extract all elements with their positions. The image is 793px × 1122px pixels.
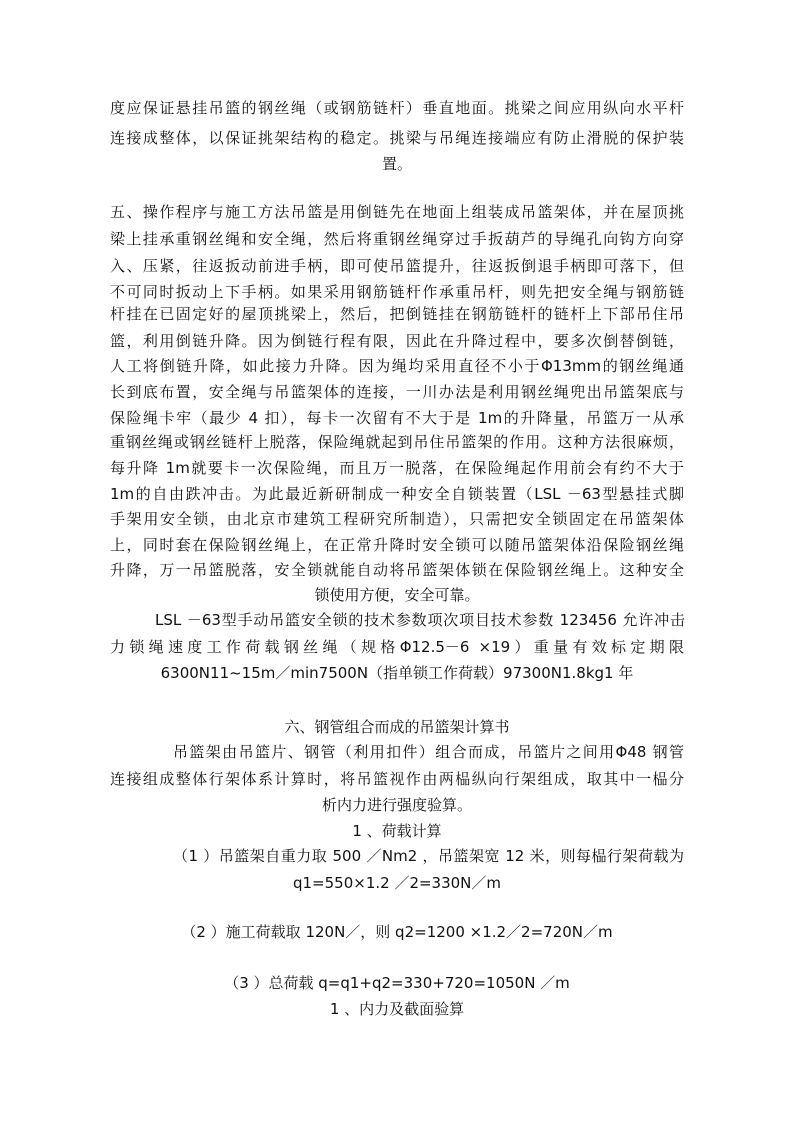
item-3-line: （3 ）总荷载 q=q1+q2=330+720=1050N ／m <box>224 974 570 992</box>
spec-table-line: LSL －63型手动吊篮安全锁的技术参数项次项目技术参数 123456 允许冲击 <box>155 611 685 629</box>
section-5-line: 1m的自由跌冲击。为此最近新研制成一种安全自锁装置（LSL －63型悬挂式脚 <box>110 485 684 503</box>
section-5-line: 上，同时套在保险钢丝绳上，在正常升降时安全锁可以随吊篮架体沿保险钢丝绳 <box>110 536 684 554</box>
paragraph-line: 连接成整体，以保证挑架结构的稳定。挑梁与吊绳连接端应有防止滑脱的保护装 <box>110 129 684 147</box>
section-5-line: 长到底布置，安全绳与吊篮架体的连接，一川办法是利用钢丝绳兜出吊篮架底与 <box>110 383 684 401</box>
section-5-line: 保险绳卡牢（最少 4 扣），每卡一次留有不大于是 1m的升降量，吊篮万一从承 <box>110 409 684 427</box>
item-1-line: q1=550×1.2 ／2=330N／m <box>292 874 502 892</box>
section-5-line: 每升降 1m就要卡一次保险绳，而且万一脱落，在保险绳起作用前会有约不大于 <box>110 459 684 477</box>
section-5-line: 手架用安全锁，由北京市建筑工程研究所制造），只需把安全锁固定在吊篮架体 <box>110 510 684 528</box>
spec-table-line: 力锁绳速度工作荷载钢丝绳（规格Φ12.5－6 ×19）重量有效标定期限 <box>110 638 684 656</box>
section-6-intro-line: 析内力进行强度验算。 <box>321 796 472 814</box>
section-5-line: 锁使用方便，安全可靠。 <box>314 586 480 604</box>
paragraph-line: 度应保证悬挂吊篮的钢丝绳（或钢筋链杆）垂直地面。挑梁之间应用纵向水平杆 <box>110 99 684 117</box>
paragraph-line: 置。 <box>381 155 412 173</box>
section-5-line: 五、操作程序与施工方法吊篮是用倒链先在地面上组装成吊篮架体，并在屋顶挑 <box>110 203 684 221</box>
subsection-title: 1 、荷载计算 <box>352 822 442 840</box>
subsection-title: 1 、内力及截面验算 <box>329 1000 465 1018</box>
section-5-line: 不可同时扳动上下手柄。如果采用钢筋链杆作承重吊杆，则先把安全绳与钢筋链 <box>110 283 684 301</box>
spec-table-line: 6300N11~15m／min7500N（指单锁工作荷载）97300N1.8kg1 年 <box>160 664 634 682</box>
section-5-line: 篮，利用倒链升降。因为倒链行程有限，因此在升降过程中，要多次倒替倒链， <box>110 332 684 350</box>
section-5-line: 梁上挂承重钢丝绳和安全绳，然后将重钢丝绳穿过手扳葫芦的导绳孔向钩方向穿 <box>110 230 684 248</box>
section-5-line: 升降，万一吊篮脱落，安全锁就能自动将吊篮架体锁在保险钢丝绳上。这种安全 <box>110 561 684 579</box>
section-5-line: 重钢丝绳或钢丝链杆上脱落，保险绳就起到吊住吊篮架的作用。这种方法很麻烦， <box>110 433 684 451</box>
item-1-line: （1 ）吊篮架自重力取 500 ／Nm2 ，吊篮架宽 12 米，则每榀行架荷载为 <box>173 847 684 865</box>
item-2-line: （2 ）施工荷载取 120N／，则 q2=1200 ×1.2／2=720N／m <box>181 923 613 941</box>
section-6-intro-line: 连接组成整体行架体系计算时，将吊篮视作由两榀纵向行架组成，取其中一榀分 <box>110 770 684 788</box>
section-5-line: 人工将倒链升降，如此接力升降。因为绳均采用直径不小于Φ13mm的钢丝绳通 <box>110 357 684 375</box>
section-6-title: 六、钢管组合而成的吊篮架计算书 <box>284 718 510 736</box>
section-6-intro-line: 吊篮架由吊篮片、钢管（利用扣件）组合而成，吊篮片之间用Φ48 钢管 <box>173 743 684 761</box>
section-5-line: 入、压紧，往返扳动前进手柄，即可使吊篮提升，往返扳倒退手柄即可落下，但 <box>110 257 684 275</box>
section-5-line: 杆挂在已固定好的屋顶挑梁上，然后，把倒链挂在钢筋链杆的链杆上下部吊住吊 <box>110 305 684 323</box>
